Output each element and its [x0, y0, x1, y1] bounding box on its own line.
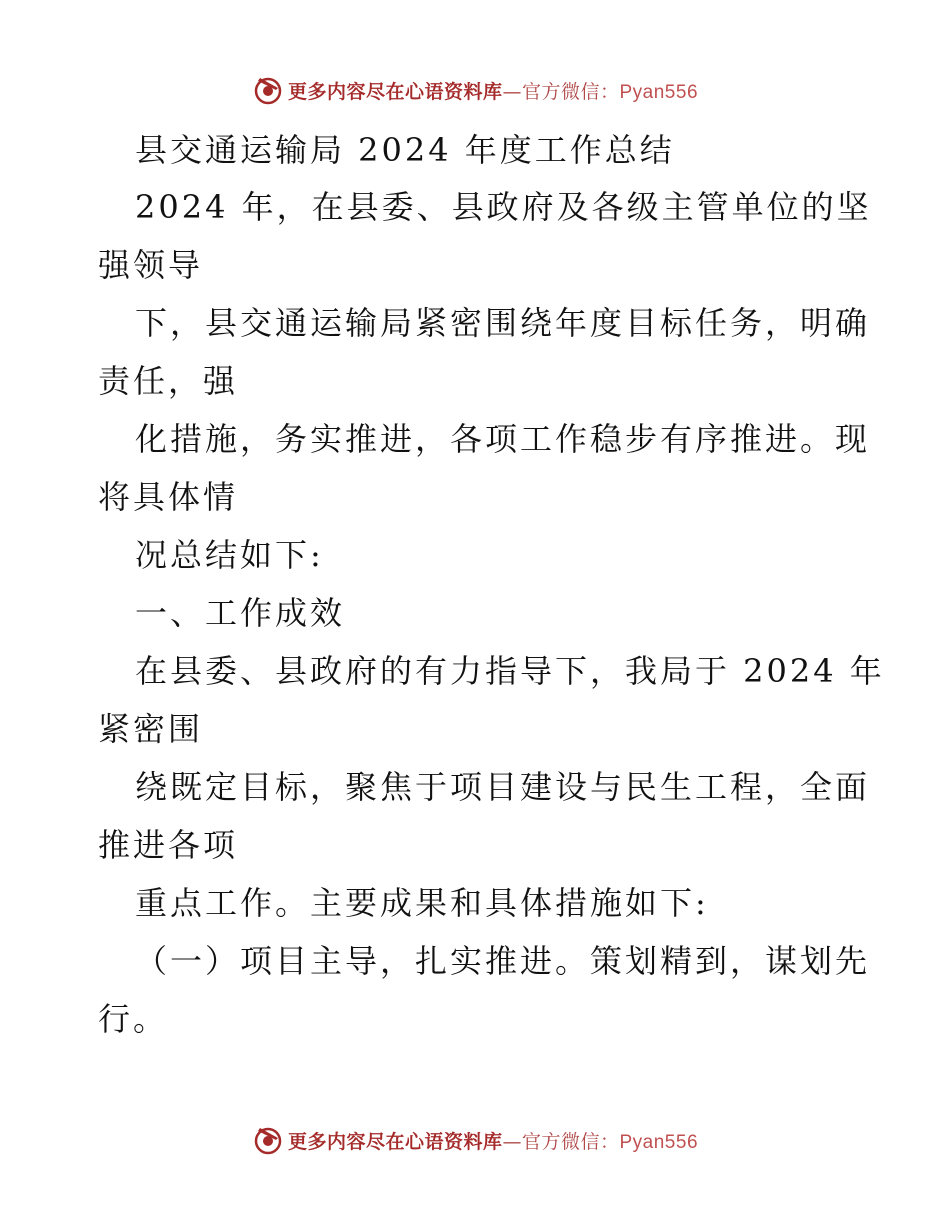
document-title: 县交通运输局 2024 年度工作总结 [135, 131, 675, 169]
paragraph-line: 在县委、县政府的有力指导下，我局于 2024 年 [135, 652, 885, 690]
paragraph-line: 强领导 [98, 246, 204, 284]
subsection-heading: （一）项目主导，扎实推进。策划精到，谋划先 [135, 942, 871, 980]
paragraph-line: 将具体情 [98, 478, 239, 516]
paragraph-line: 化措施，务实推进，各项工作稳步有序推进。现 [135, 420, 871, 458]
watermark-text [288, 1127, 698, 1154]
watermark-part2: —官方微信： [502, 1130, 620, 1153]
watermark-part2: —官方微信： [502, 80, 620, 103]
watermark-part1: 更多内容尽在心语资料库 [287, 80, 503, 103]
paragraph-line: 推进各项 [98, 826, 239, 864]
paragraph-line: 下，县交通运输局紧密围绕年度目标任务，明确 [135, 304, 871, 342]
paragraph-line: 2024 年，在县委、县政府及各级主管单位的坚 [135, 188, 872, 226]
paragraph-line: 况总结如下: [135, 536, 324, 574]
quill-seal-icon [252, 74, 284, 106]
watermark-part1: 更多内容尽在心语资料库 [287, 1130, 503, 1153]
watermark-text [288, 77, 698, 104]
paragraph-line: 重点工作。主要成果和具体措施如下: [135, 884, 709, 922]
paragraph-line: 行。 [98, 1000, 169, 1038]
paragraph-line: 绕既定目标，聚焦于项目建设与民生工程，全面 [135, 768, 871, 806]
quill-seal-icon [252, 1124, 284, 1156]
paragraph-line: 紧密围 [98, 710, 204, 748]
watermark-part3: Pyan556 [619, 1131, 699, 1153]
header-watermark-banner [0, 70, 950, 110]
paragraph-line: 责任，强 [98, 362, 239, 400]
footer-watermark-banner [0, 1120, 950, 1160]
watermark-part3: Pyan556 [619, 81, 699, 103]
section-heading: 一、工作成效 [135, 594, 346, 632]
